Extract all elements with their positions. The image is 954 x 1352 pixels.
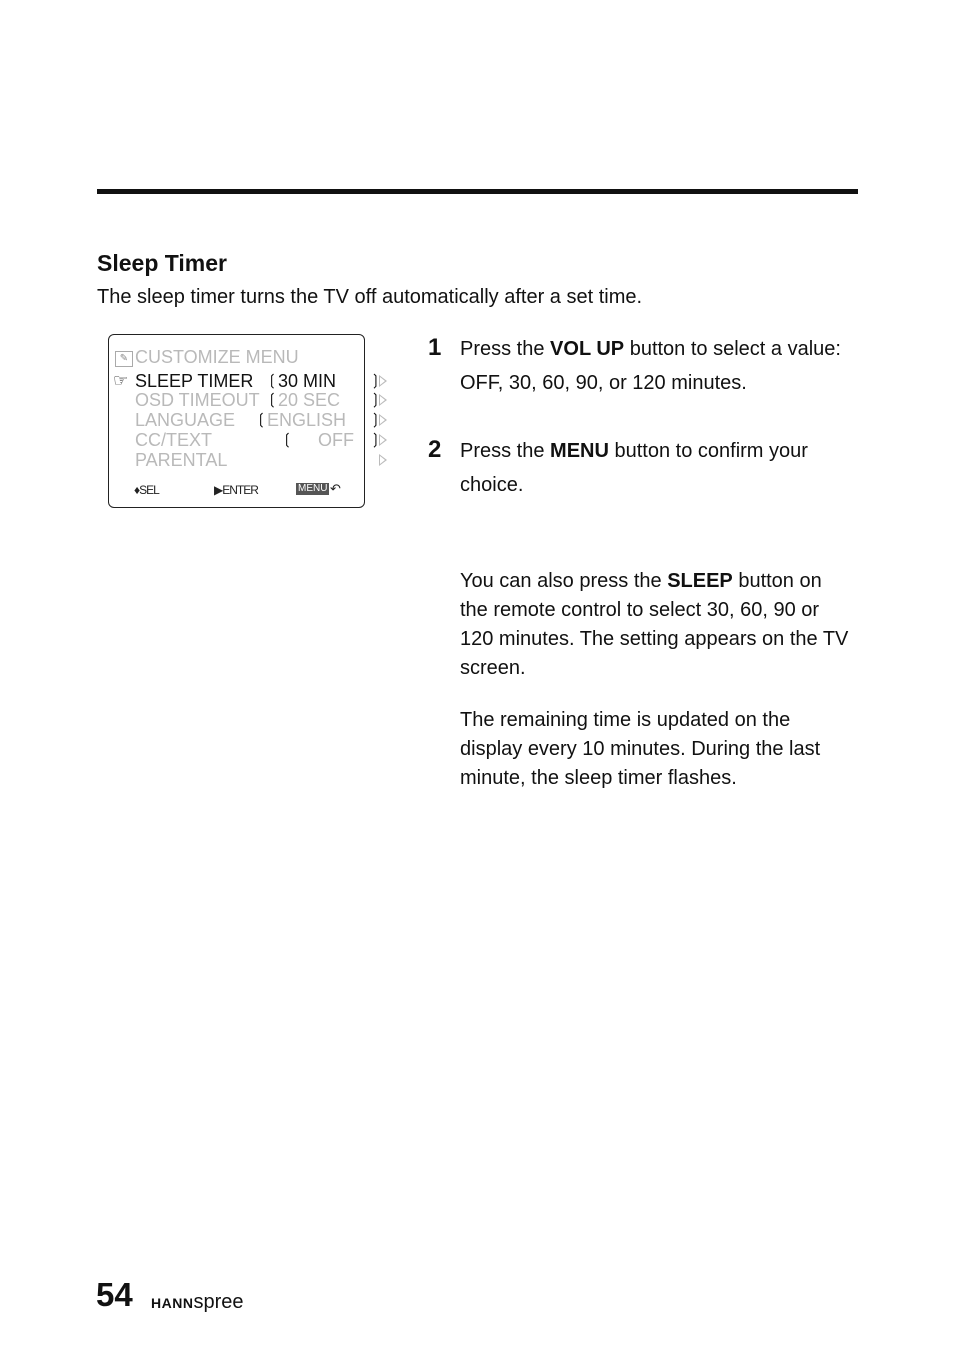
updown-icon: ♦ — [134, 483, 140, 497]
osd-menu-screenshot: ✎ CUSTOMIZE MENU ☞ SLEEP TIMER ❲ 30 MIN ❳ OSD TIMEOUT ❲ 20 SEC ❳ LANGUAGE ❲ ENGLISH ❳ CC/TEXT ❲ OFF ❳ PARENTAL ♦SEL ▶ENTER MENU ↶ — [108, 334, 365, 508]
step-1-number: 1 — [428, 334, 442, 361]
osd-footer-sel: ♦SEL — [134, 483, 159, 497]
page-number: 54 — [96, 1276, 133, 1313]
bracket-right-icon: ❳ — [369, 411, 382, 428]
arrow-right-icon — [379, 375, 387, 387]
pointing-hand-icon: ☞ — [113, 371, 129, 390]
bracket-right-icon: ❳ — [369, 372, 382, 389]
header-rule — [97, 189, 858, 194]
arrow-right-icon — [379, 434, 387, 446]
arrow-right-icon — [379, 394, 387, 406]
note-sleep-button: You can also press the SLEEP button on the remote control to select 30, 60, 90 or 120 minutes. The setting appears on the TV screen. — [460, 570, 849, 679]
bracket-right-icon: ❳ — [369, 431, 382, 448]
section-title: Sleep Timer — [97, 250, 227, 276]
osd-footer-menu: MENU — [298, 483, 328, 494]
osd-footer-enter: ▶ENTER — [214, 483, 258, 497]
arrow-right-icon — [379, 454, 387, 466]
step-1-text: Press the VOL UP button to select a value: OFF, 30, 60, 90, or 120 minutes. — [460, 338, 841, 394]
customize-icon: ✎ — [115, 351, 133, 367]
step-2-number: 2 — [428, 436, 442, 463]
section-intro: The sleep timer turns the TV off automatically after a set time. — [97, 286, 643, 308]
bracket-right-icon: ❳ — [369, 391, 382, 408]
arrow-right-icon — [379, 414, 387, 426]
note-remaining-time: The remaining time is updated on the display every 10 minutes. During the last minute, the sleep timer flashes. — [460, 709, 821, 789]
return-icon: ↶ — [330, 481, 341, 496]
bracket-left-icon: ❲ — [281, 431, 294, 448]
play-icon: ▶ — [214, 483, 223, 497]
brand-logo: HANNspree — [151, 1291, 244, 1313]
bracket-left-icon: ❲ — [266, 391, 279, 408]
step-2-text: Press the MENU button to confirm your choice. — [460, 440, 808, 496]
bracket-left-icon: ❲ — [255, 411, 268, 428]
bracket-left-icon: ❲ — [266, 372, 279, 389]
